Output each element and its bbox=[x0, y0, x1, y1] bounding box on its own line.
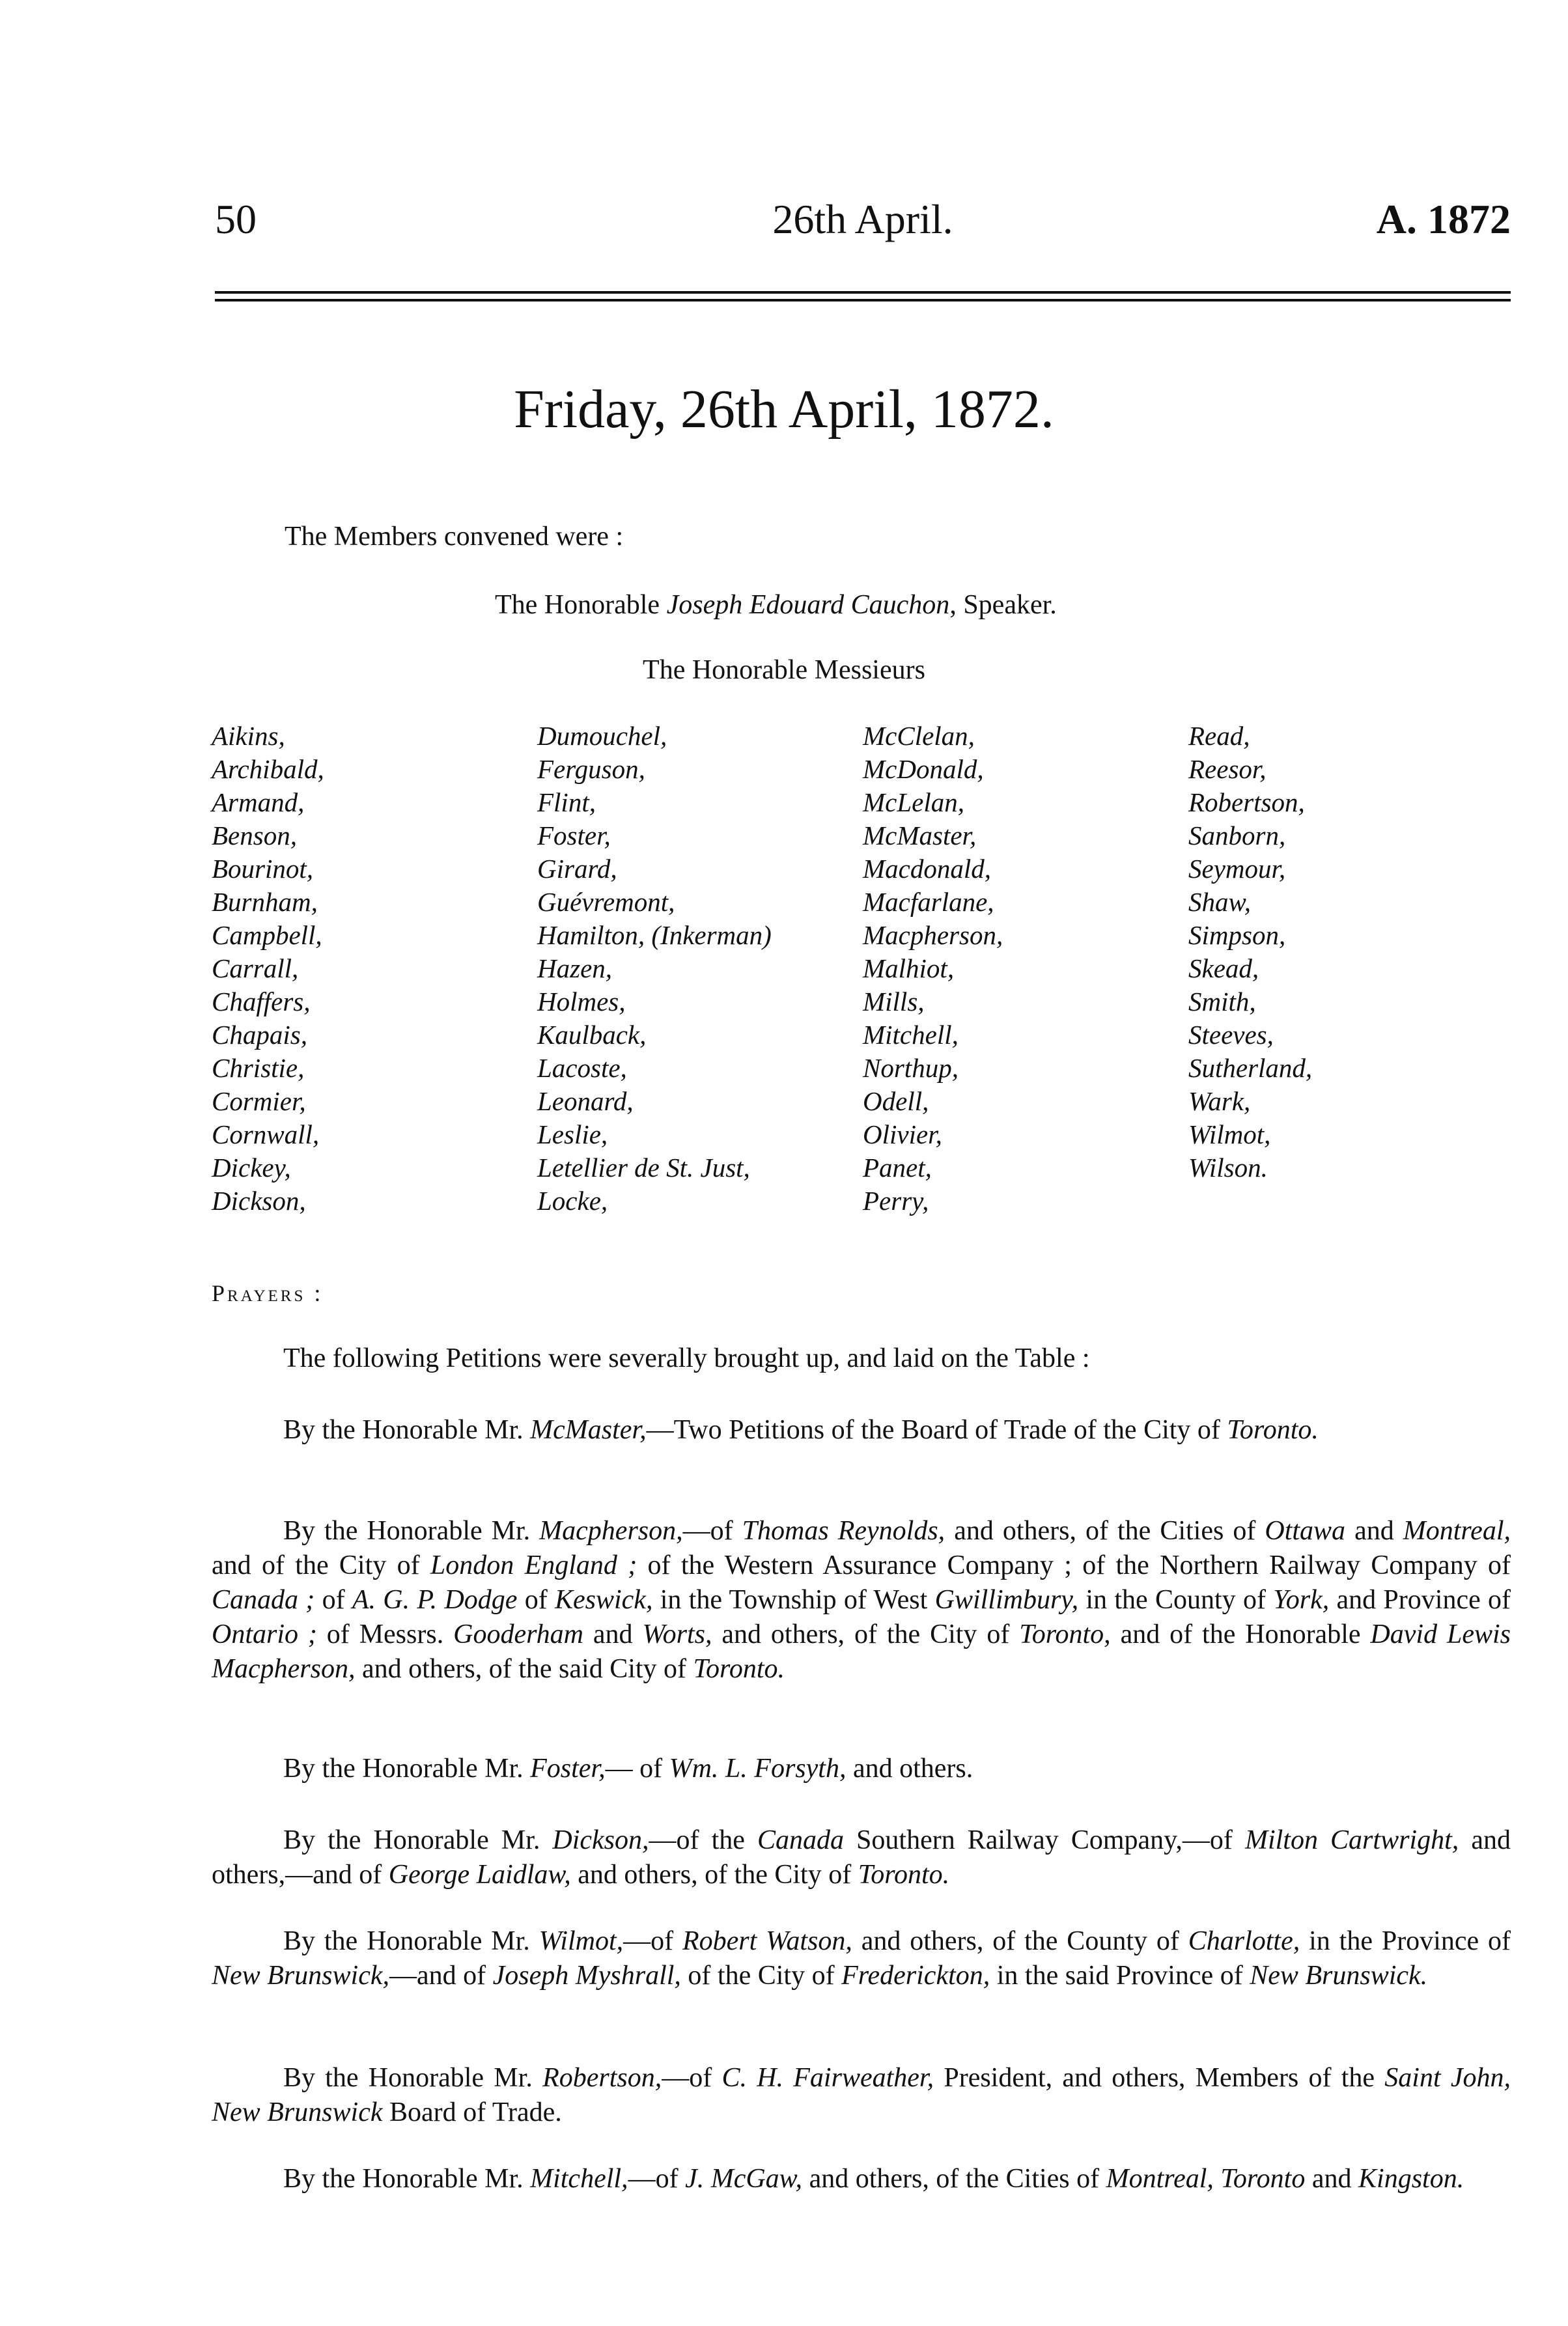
member-name: Bourinot, bbox=[212, 854, 314, 884]
header-date: 26th April. bbox=[772, 196, 953, 242]
text-run: of bbox=[517, 1585, 555, 1615]
petition-paragraph-1 bbox=[212, 1413, 1511, 1448]
speaker-line bbox=[495, 589, 1057, 621]
petition-paragraph-5 bbox=[212, 1924, 1511, 1993]
italic-text: J. McGaw, bbox=[685, 2164, 803, 2194]
italic-text: David Lewis Macpherson, bbox=[212, 1619, 1511, 1684]
member-name: Benson, bbox=[212, 820, 297, 850]
italic-text: Gwillimbury, bbox=[934, 1585, 1079, 1615]
member-name: Chapais, bbox=[212, 1020, 307, 1050]
italic-text: Canada bbox=[757, 1825, 844, 1855]
petition-paragraph-7 bbox=[212, 2162, 1511, 2196]
member-name: McMaster, bbox=[863, 820, 977, 850]
italic-text: Gooderham bbox=[453, 1619, 584, 1649]
member-name: Christie, bbox=[212, 1053, 305, 1083]
text-run: and bbox=[1305, 2164, 1359, 2194]
member-name: Archibald, bbox=[212, 754, 324, 784]
italic-text: McMaster, bbox=[530, 1415, 647, 1445]
member-name: Foster, bbox=[537, 820, 611, 850]
text-run: in the said Province of bbox=[990, 1961, 1250, 1991]
text-run: —of bbox=[628, 2164, 686, 2194]
text-run: and others, of the County of bbox=[852, 1926, 1188, 1956]
italic-text: George Laidlaw, bbox=[388, 1860, 571, 1890]
text-run: Southern Railway Company,—of bbox=[843, 1825, 1245, 1855]
member-name: Wilson. bbox=[1188, 1153, 1268, 1183]
member-name: Armand, bbox=[212, 787, 305, 817]
italic-text: Thomas Reynolds, bbox=[742, 1516, 945, 1546]
italic-text: Robert Watson, bbox=[682, 1926, 852, 1956]
petition-paragraph-4 bbox=[212, 1823, 1511, 1892]
header-year: A. 1872 bbox=[1376, 196, 1511, 242]
petition-paragraph-2 bbox=[212, 1514, 1511, 1687]
member-name: Carrall, bbox=[212, 953, 299, 983]
member-name: Burnham, bbox=[212, 887, 318, 917]
speaker-name: Joseph Edouard Cauchon bbox=[666, 590, 950, 620]
header-rule-top bbox=[215, 291, 1511, 294]
text-run: —and of bbox=[389, 1961, 493, 1991]
member-name: Lacoste, bbox=[537, 1053, 627, 1083]
italic-text: Wilmot, bbox=[539, 1926, 624, 1956]
text-run: By the Honorable Mr. bbox=[283, 1825, 553, 1855]
text-run: in the County of bbox=[1078, 1585, 1274, 1615]
italic-text: Toronto. bbox=[858, 1860, 950, 1890]
speaker-suffix: , Speaker. bbox=[949, 590, 1057, 620]
italic-text: Milton Cartwright, bbox=[1244, 1825, 1459, 1855]
member-name: Macpherson, bbox=[863, 920, 1003, 950]
italic-text: Robertson, bbox=[542, 2063, 662, 2093]
text-run: in the Province of bbox=[1300, 1926, 1511, 1956]
member-name: Leslie, bbox=[537, 1119, 608, 1149]
italic-text: New Brunswick, bbox=[212, 1961, 389, 1991]
member-name: Wilmot, bbox=[1188, 1119, 1271, 1149]
member-name: Aikins, bbox=[212, 721, 285, 751]
intro-line: The Members convened were : bbox=[285, 522, 624, 552]
member-name: Macdonald, bbox=[863, 854, 991, 884]
italic-text: Toronto, bbox=[1019, 1619, 1111, 1649]
text-run: and others, of the Cities of bbox=[802, 2164, 1106, 2194]
member-name: McLelan, bbox=[863, 787, 964, 817]
member-name: Northup, bbox=[863, 1053, 959, 1083]
text-run: and others. bbox=[846, 1754, 973, 1784]
text-run: and others,—and of bbox=[212, 1825, 1511, 1890]
member-name: Macfarlane, bbox=[863, 887, 994, 917]
italic-text: Toronto. bbox=[1227, 1415, 1319, 1445]
text-run: and bbox=[1345, 1516, 1403, 1546]
text-run: —of bbox=[623, 1926, 682, 1956]
members-column-1 bbox=[212, 720, 324, 1218]
member-name: Shaw, bbox=[1188, 887, 1252, 917]
member-name: Dumouchel, bbox=[537, 721, 667, 751]
text-run: —of the bbox=[649, 1825, 757, 1855]
text-run: — of bbox=[605, 1754, 669, 1784]
member-name: Simpson, bbox=[1188, 920, 1286, 950]
members-column-4 bbox=[1188, 720, 1312, 1184]
member-name: Cormier, bbox=[212, 1086, 306, 1116]
text-run: in the Township of West bbox=[652, 1585, 935, 1615]
text-run: of the Western Assurance Company ; of the Northern Railway Company of bbox=[637, 1550, 1511, 1580]
member-name: Cornwall, bbox=[212, 1119, 320, 1149]
prayers-heading: Prayers : bbox=[212, 1280, 324, 1306]
italic-text: Macpherson, bbox=[539, 1516, 683, 1546]
italic-text: Joseph Myshrall, bbox=[492, 1961, 681, 1991]
italic-text: Canada ; bbox=[212, 1585, 315, 1615]
italic-text: York, bbox=[1273, 1585, 1330, 1615]
italic-text: Montreal, Toronto bbox=[1106, 2164, 1306, 2194]
italic-text: A. G. P. Dodge bbox=[352, 1585, 518, 1615]
text-run: and others, of the City of bbox=[712, 1619, 1020, 1649]
italic-text: C. H. Fairweather, bbox=[721, 2063, 934, 2093]
italic-text: Saint John, New Brunswick bbox=[212, 2063, 1511, 2127]
member-name: Hamilton, (Inkerman) bbox=[537, 920, 772, 950]
member-name: Skead, bbox=[1188, 953, 1259, 983]
text-run: By the Honorable Mr. bbox=[283, 1415, 531, 1445]
italic-text: Ontario ; bbox=[212, 1619, 317, 1649]
member-name: Read, bbox=[1188, 721, 1250, 751]
messieurs-heading: The Honorable Messieurs bbox=[643, 655, 925, 685]
member-name: Campbell, bbox=[212, 920, 322, 950]
italic-text: Keswick, bbox=[554, 1585, 653, 1615]
italic-text: Dickson, bbox=[552, 1825, 649, 1855]
text-run: and others, of the Cities of bbox=[945, 1516, 1265, 1546]
text-run: and others, of the City of bbox=[570, 1860, 858, 1890]
text-run: —of bbox=[662, 2063, 722, 2093]
text-run: and others, of the said City of bbox=[355, 1654, 693, 1684]
member-name: Holmes, bbox=[537, 987, 626, 1016]
member-name: Sanborn, bbox=[1188, 820, 1286, 850]
page-number: 50 bbox=[215, 196, 257, 242]
italic-text: Kingston. bbox=[1358, 2164, 1464, 2194]
member-name: Leonard, bbox=[537, 1086, 634, 1116]
member-name: Ferguson, bbox=[537, 754, 645, 784]
header-rule-bottom bbox=[215, 299, 1511, 301]
member-name: Wark, bbox=[1188, 1086, 1251, 1116]
member-name: Malhiot, bbox=[863, 953, 955, 983]
text-run: and Province of bbox=[1329, 1585, 1511, 1615]
text-run: of the City of bbox=[680, 1961, 842, 1991]
italic-text: Wm. L. Forsyth, bbox=[669, 1754, 847, 1784]
text-run: of Messrs. bbox=[316, 1619, 454, 1649]
text-run: By the Honorable Mr. bbox=[283, 1754, 531, 1784]
italic-text: New Brunswick. bbox=[1250, 1961, 1428, 1991]
member-name: Chaffers, bbox=[212, 987, 311, 1016]
member-name: Girard, bbox=[537, 854, 617, 884]
italic-text: Foster, bbox=[530, 1754, 606, 1784]
text-run: and bbox=[583, 1619, 643, 1649]
petition-paragraph-3 bbox=[212, 1752, 1511, 1786]
italic-text: Toronto. bbox=[693, 1654, 785, 1684]
member-name: Smith, bbox=[1188, 987, 1256, 1016]
petition-paragraph-6 bbox=[212, 2061, 1511, 2130]
text-run: By the Honorable Mr. bbox=[283, 2164, 531, 2194]
member-name: Steeves, bbox=[1188, 1020, 1274, 1050]
text-run: of bbox=[315, 1585, 352, 1615]
text-run: By the Honorable Mr. bbox=[283, 1926, 539, 1956]
member-name: Guévremont, bbox=[537, 887, 675, 917]
speaker-prefix: The Honorable bbox=[495, 590, 667, 620]
member-name: Odell, bbox=[863, 1086, 929, 1116]
members-column-2 bbox=[537, 720, 772, 1218]
italic-text: Worts, bbox=[642, 1619, 712, 1649]
petitions-intro: The following Petitions were severally brought up, and laid on the Table : bbox=[283, 1343, 1090, 1373]
member-name: Olivier, bbox=[863, 1119, 942, 1149]
text-run: —Two Petitions of the Board of Trade of the City of bbox=[646, 1415, 1227, 1445]
italic-text: London England ; bbox=[430, 1550, 637, 1580]
italic-text: Mitchell, bbox=[530, 2164, 628, 2194]
page-title: Friday, 26th April, 1872. bbox=[514, 379, 1054, 440]
text-run: —of bbox=[682, 1516, 742, 1546]
italic-text: Frederickton, bbox=[841, 1961, 990, 1991]
members-column-3 bbox=[863, 720, 1003, 1218]
member-name: Dickson, bbox=[212, 1186, 306, 1216]
member-name: Panet, bbox=[863, 1153, 932, 1183]
italic-text: Montreal, bbox=[1403, 1516, 1511, 1546]
text-run: By the Honorable Mr. bbox=[283, 1516, 540, 1546]
member-name: Letellier de St. Just, bbox=[537, 1153, 750, 1183]
member-name: Mitchell, bbox=[863, 1020, 959, 1050]
page-header bbox=[215, 195, 1511, 254]
member-name: Perry, bbox=[863, 1186, 929, 1216]
member-name: McDonald, bbox=[863, 754, 984, 784]
text-run: By the Honorable Mr. bbox=[283, 2063, 543, 2093]
member-name: Locke, bbox=[537, 1186, 608, 1216]
text-run: Board of Trade. bbox=[382, 2097, 562, 2127]
member-name: Robertson, bbox=[1188, 787, 1305, 817]
members-list bbox=[212, 720, 1514, 1254]
text-run: and of the City of bbox=[212, 1550, 430, 1580]
member-name: Sutherland, bbox=[1188, 1053, 1313, 1083]
member-name: Mills, bbox=[863, 987, 925, 1016]
text-run: and of the Honorable bbox=[1110, 1619, 1371, 1649]
member-name: McClelan, bbox=[863, 721, 975, 751]
member-name: Seymour, bbox=[1188, 854, 1286, 884]
member-name: Kaulback, bbox=[537, 1020, 647, 1050]
italic-text: Charlotte, bbox=[1188, 1926, 1300, 1956]
member-name: Hazen, bbox=[537, 953, 613, 983]
member-name: Flint, bbox=[537, 787, 596, 817]
text-run: President, and others, Members of the bbox=[934, 2063, 1385, 2093]
italic-text: Ottawa bbox=[1265, 1516, 1346, 1546]
member-name: Dickey, bbox=[212, 1153, 291, 1183]
member-name: Reesor, bbox=[1188, 754, 1267, 784]
